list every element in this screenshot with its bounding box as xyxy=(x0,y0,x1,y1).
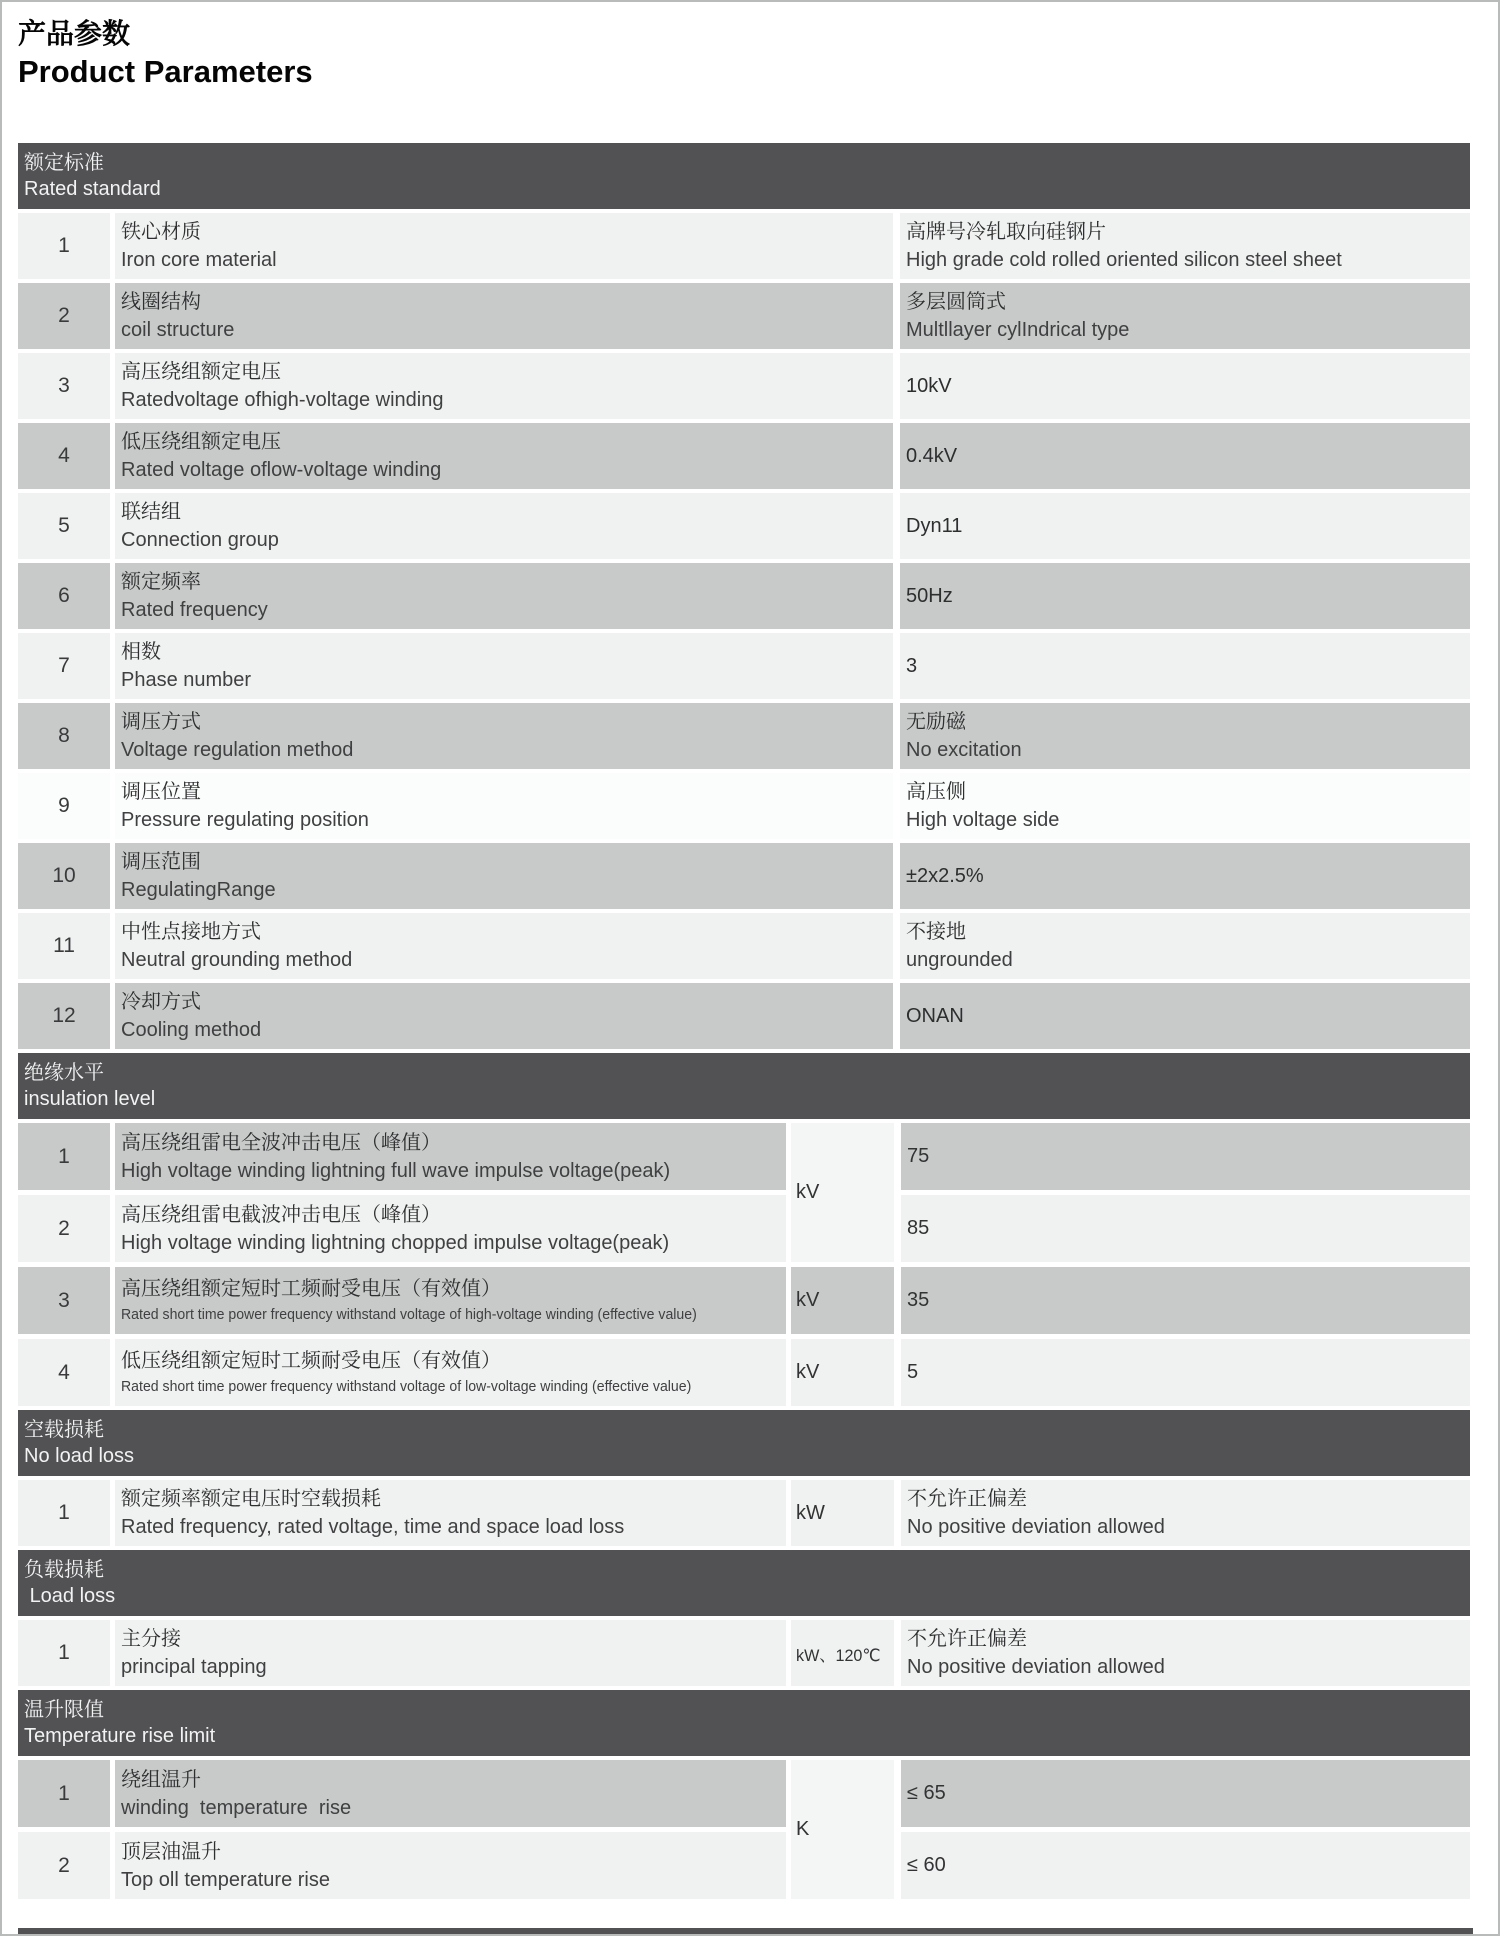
table-row xyxy=(18,843,1470,909)
page-title xyxy=(18,16,313,92)
parameter-label: 低压绕组额定短时工频耐受电压（有效值） Rated short time power frequency withstand voltage of low-voltage winding (effective value) xyxy=(115,1339,786,1406)
load-loss-table xyxy=(18,1620,1470,1686)
parameter-label: 调压范围 RegulatingRange xyxy=(115,843,893,909)
table-row xyxy=(18,983,1470,1049)
row-number: 7 xyxy=(18,633,110,699)
parameter-value: ONAN xyxy=(900,983,1470,1049)
parameter-value: 50Hz xyxy=(900,563,1470,629)
parameter-value: 无励磁 No excitation xyxy=(900,703,1470,769)
table-row xyxy=(18,423,1470,489)
parameter-value: 高牌号冷轧取向硅钢片 High grade cold rolled oriented silicon steel sheet xyxy=(900,213,1470,279)
section-header-en: Temperature rise limit xyxy=(24,1725,216,1747)
parameter-label: 相数 Phase number xyxy=(115,633,893,699)
row-number: 6 xyxy=(18,563,110,629)
unit-cell-kw: kW xyxy=(791,1480,894,1546)
section-header-zh: 绝缘水平 xyxy=(24,1062,104,1084)
row-number: 1 xyxy=(18,213,110,279)
parameter-label: 冷却方式 Cooling method xyxy=(115,983,893,1049)
section-header-en: Load loss xyxy=(24,1585,116,1607)
section-header-zh: 额定标准 xyxy=(24,152,104,174)
parameter-label: 高压绕组额定电压 Ratedvoltage ofhigh-voltage winding xyxy=(115,353,893,419)
insulation-table xyxy=(18,1123,1470,1406)
parameter-value: 10kV xyxy=(900,353,1470,419)
section-header-en: No load loss xyxy=(24,1445,135,1467)
unit-cell-merged-k: K xyxy=(791,1760,894,1899)
parameter-label: 铁心材质 Iron core material xyxy=(115,213,893,279)
parameter-value: ≤ 60 xyxy=(901,1832,1470,1899)
section-header-en: Rated standard xyxy=(24,178,161,200)
parameter-label: 线圈结构 coil structure xyxy=(115,283,893,349)
row-number: 4 xyxy=(18,1339,110,1406)
parameter-label: 高压绕组雷电全波冲击电压（峰值） High voltage winding lightning full wave impulse voltage(peak) xyxy=(115,1123,786,1190)
no-load-loss-table xyxy=(18,1480,1470,1546)
parameter-value: 35 xyxy=(901,1267,1470,1334)
row-number: 5 xyxy=(18,493,110,559)
section-header-insulation-level xyxy=(18,1053,1470,1119)
parameter-label: 额定频率 Rated frequency xyxy=(115,563,893,629)
parameter-label: 高压绕组额定短时工频耐受电压（有效值） Rated short time power frequency withstand voltage of high-voltage winding (effective value) xyxy=(115,1267,786,1334)
parameter-value: 0.4kV xyxy=(900,423,1470,489)
parameter-value: 不允许正偏差 No positive deviation allowed xyxy=(901,1620,1470,1686)
parameter-label: 调压方式 Voltage regulation method xyxy=(115,703,893,769)
table-row xyxy=(18,703,1470,769)
unit-cell-kv: kV xyxy=(791,1339,894,1406)
row-number: 12 xyxy=(18,983,110,1049)
row-number: 2 xyxy=(18,1832,110,1899)
row-number: 3 xyxy=(18,353,110,419)
row-number: 1 xyxy=(18,1123,110,1190)
parameter-label: 调压位置 Pressure regulating position xyxy=(115,773,893,839)
row-number: 11 xyxy=(18,913,110,979)
parameter-value: 不接地 ungrounded xyxy=(900,913,1470,979)
table-row xyxy=(18,283,1470,349)
parameter-value: 不允许正偏差 No positive deviation allowed xyxy=(901,1480,1470,1546)
unit-cell-kw-120c: kW、120℃ xyxy=(791,1620,894,1686)
section-header-no-load-loss xyxy=(18,1410,1470,1476)
page-title-en: Product Parameters xyxy=(18,54,313,89)
table-row xyxy=(18,213,1470,279)
parameter-label: 低压绕组额定电压 Rated voltage oflow-voltage winding xyxy=(115,423,893,489)
unit-cell-merged-kv: kV xyxy=(791,1123,894,1262)
table-row xyxy=(18,353,1470,419)
parameter-value: 高压侧 High voltage side xyxy=(900,773,1470,839)
parameters-table xyxy=(18,143,1470,1903)
section-header-load-loss xyxy=(18,1550,1470,1616)
row-number: 2 xyxy=(18,283,110,349)
table-row xyxy=(18,773,1470,839)
row-number: 1 xyxy=(18,1480,110,1546)
parameter-value: ≤ 65 xyxy=(901,1760,1470,1827)
row-number: 1 xyxy=(18,1620,110,1686)
table-row xyxy=(18,633,1470,699)
parameter-label: 顶层油温升 Top oll temperature rise xyxy=(115,1832,786,1899)
section-header-en: insulation level xyxy=(24,1088,156,1110)
parameter-value: 75 xyxy=(901,1123,1470,1190)
page-title-zh: 产品参数 xyxy=(18,18,131,49)
row-number: 2 xyxy=(18,1195,110,1262)
row-number: 3 xyxy=(18,1267,110,1334)
temperature-rise-table xyxy=(18,1760,1470,1899)
parameter-value: 5 xyxy=(901,1339,1470,1406)
parameter-value: ±2x2.5% xyxy=(900,843,1470,909)
footer-bar xyxy=(18,1928,1473,1936)
table-row xyxy=(18,493,1470,559)
unit-cell-kv: kV xyxy=(791,1267,894,1334)
section-header-zh: 温升限值 xyxy=(24,1699,104,1721)
row-number: 9 xyxy=(18,773,110,839)
table-row xyxy=(18,913,1470,979)
parameter-label: 高压绕组雷电截波冲击电压（峰值） High voltage winding lightning chopped impulse voltage(peak) xyxy=(115,1195,786,1262)
table-row xyxy=(18,563,1470,629)
section-header-temperature-rise-limit xyxy=(18,1690,1470,1756)
section-header-rated-standard xyxy=(18,143,1470,209)
row-number: 4 xyxy=(18,423,110,489)
parameter-label: 主分接 principal tapping xyxy=(115,1620,786,1686)
parameter-label: 绕组温升 winding temperature rise xyxy=(115,1760,786,1827)
parameter-label: 额定频率额定电压时空载损耗 Rated frequency, rated voltage, time and space load loss xyxy=(115,1480,786,1546)
parameter-label: 联结组 Connection group xyxy=(115,493,893,559)
parameter-value: 多层圆筒式 Multllayer cylIndrical type xyxy=(900,283,1470,349)
parameter-label: 中性点接地方式 Neutral grounding method xyxy=(115,913,893,979)
section-header-zh: 负载损耗 xyxy=(24,1559,104,1581)
section-header-zh: 空载损耗 xyxy=(24,1419,104,1441)
row-number: 1 xyxy=(18,1760,110,1827)
parameter-value: 85 xyxy=(901,1195,1470,1262)
parameter-value: Dyn11 xyxy=(900,493,1470,559)
row-number: 10 xyxy=(18,843,110,909)
parameter-value: 3 xyxy=(900,633,1470,699)
row-number: 8 xyxy=(18,703,110,769)
